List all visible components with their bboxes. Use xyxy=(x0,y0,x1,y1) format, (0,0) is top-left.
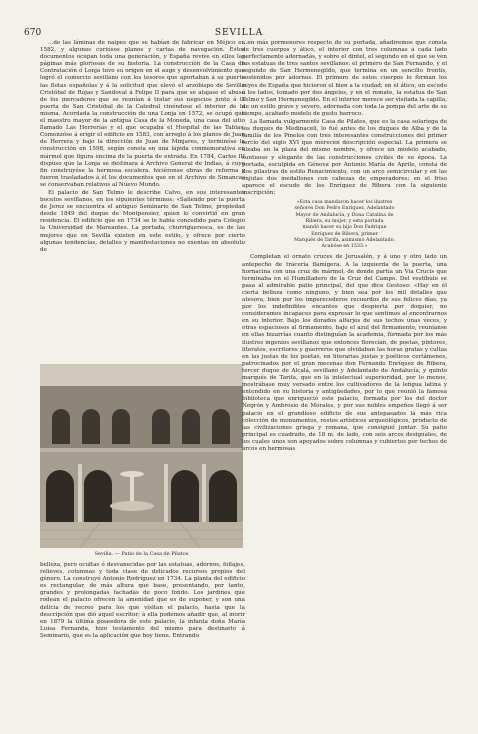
page-header xyxy=(24,28,454,40)
right-paragraph-2: La llamada vulgarmente Casa de Pilatos, que es la casa solariega de los duques de Medinaceli, lo fué antes de los duques de Alba y de la familia de los Pinelos con tres interesantes construcciones del primer tercio del siglo XVI que merecen descripción especial. La primera se alzaba en la plaza del mismo nombre, y ofrece un modelo acabado, suntuoso y elegante de las construcciones civiles de su época. La portada, esculpida en Génova por Antonio María de Aprile, consta de dos pilastras de estilo Renacimiento, con un arco semicircular y en las enjutas dos medallones con cabezas de emperadores; en el friso aparece el escudo de los Enríquez de Ribera con la siguiente inscripción: xyxy=(242,119,447,196)
inscription xyxy=(260,200,429,250)
courtyard-photo xyxy=(40,364,243,548)
right-column xyxy=(242,40,447,454)
right-paragraph-1: ...en más pormenores respecto de su portada, añadiremos que consta de tres cuerpos y ático, el interior con tres columnas á cada lado perfectamente adornadas, y sobre el dintel, el segundo en el que se ven las estatuas de tres santos sevillanos: el primero de San Fernando, y el segundo de San Hermenegildo, que termina en un sencillo frontis, sostenidos por adornos. El primero de estos cuerpos lo forman los reyes de España que hicieron el bien a la ciudad; en el ático, un escudo á los lados, tomado por dos ángeles, y en el remate, la estatua de San Telmo y San Hermenegildo. En el interior merece ser visitada la capilla, de un estilo grave y severo, adornada con toda la pompa del arte de su tiempo, acabado modelo de gusto barroco. xyxy=(242,40,447,117)
left-paragraph-2: El palacio de San Telmo le describe Calvo, en sus interesantes bocetos sevillanos, en los siguientes términos: «Saliendo por la puerta de Jerez se encuentra el antiguo Seminario de San Telmo, propiedad desde 1849 del duque de Montpensier, quien lo convirtió en gran residencia. El edificio que en 1734 se le había concedido para Colegio la Universidad de Mareantes. La portada, churrigueresca, es de las mejores que en Sevilla existen en este estilo, y ofrece por cierto algunas tendencias, detalles y manifestaciones no exentas en absoluto de xyxy=(40,189,245,253)
inscription-line: Acabóse en 1533.» xyxy=(321,244,368,250)
left-paragraph-1: ...de las láminas de naipes que se habían de fabricar en Méjico en 1582, y algunos curiosos planos y cartas de navegación. Estos documentos ocupan toda una generación, y España revive en ellos las páginas más gloriosas de su historia. La construcción de la Casa de Contratación ó Lonja tuvo su origen en el auge y desenvolvimiento que logró el comercio sevillano con los tesoros que aportaban á su puerto las flotas españolas y á la solicitud que elevó el arzobispo de Sevilla Cristóbal de Rojas y Sandoval á Felipe II para que se atajase el abuso de los mercaderes que se reunían á tratar sus negocios junto á la puerta de San Cristóbal de la Catedral cinéndose el interior de la misma. Acordada la construcción de una Lonja en 1572, se ocupó que el maestro mayor de la antigua Casa de la Moneda, una casa del sitio llamado Las Herrerías y el que ocupaba el Hospital de las Tablas. Comenzóse á erigir el edificio en 1583, con arreglo á los planos de Juan de Herrera y bajo la dirección de Juan de Minjares, y terminóse la construcción en 1598, según consta en una lápida conmemorativa en mármol que figura encima de la puerta de entrada. En 1784, Carlos III dispuso que la Lonja se destinara á Archivo General de Indias, á cuyo fin construyóse la hermosa escalera, hiciéronse obras de reforma y fueron trasladados á él los documentos que en el Archivo de Simancas se conservaban relativos al Nuevo Mundo. xyxy=(40,40,245,188)
inscription-line: Marqués de Tarifa, asimismo Adelantado. xyxy=(293,237,396,243)
page-number: 670 xyxy=(24,28,42,38)
running-title: SEVILLA xyxy=(214,28,264,38)
left-column-bottom xyxy=(40,562,245,641)
figure-patio-casa-pilatos xyxy=(40,364,243,560)
inscription-line: mandó hacer su hijo Don Fadrique xyxy=(302,225,387,231)
figure-caption: Sevilla. — Patio de la Casa de Pilatos xyxy=(94,551,189,557)
inscription-line: Enríquez de Ribera, primer xyxy=(311,231,378,237)
inscription-line: Ribera, su mujer, y esta portada xyxy=(305,218,384,224)
right-paragraph-3: Completan el ornato cruces de Jerusalén, y á uno y otro lado un antepecho de tracería flamígera. A la izquierda de la puerta, una hornacina con una cruz de mármol, de donde partía un Via Crucis que terminaba en el Humilladero de la Cruz del Campo. Del vestíbulo se pasa al admirable patio principal, del que dice Gestoso: «Hay en él cierta belleza como ninguno, y bien sea por los mil detalles que atesora, bien por los imperecederos recuerdos de sus felices días, ya por los indefinibles encantos que despierta por doquier, no consideramos incapaces para expresar lo que sentimos al encontrarnos en su interior. Bajo los dorados alfarjes de sus techos unas veces, y otras espaciosos al firmamento, bajo el azul del firmamento, reuníanse en ellas bizarrías cuanto distinguían la academia, formada por los más ilustres ingenios sevillanos que entonces florecían, de poetas, pintores, literatos, escritores y guerreros que olvidaban las horas gratas y cultas en las justas de los poetas, en literarias justas y poéticos certámenes, patrocinados por el gran mecenas don Fernando Enríquez de Ribera, tercer duque de Alcalá, sevillano y Adelantado de Andalucía, y quinto marqués de Tarifa, que en la intelectual superioridad, por lo menos, mostrábase muy versado entre los cultivadores de la lengua latina y entendido en su historia y antigüedades, por lo que reunió la famosa biblioteca que enriqueció este palacio, formada por los del doctor Negrón y Ambrosio de Morales, y por sus nobles empeños llegó á ser palacio en el grandioso edificio de sus antepasados la más rica colección de monumentos, restos artísticos arqueológicos, producto de las civilizaciones griega y romana, que consiguió juntar. Su patio principal es cuadrado, de 18 m. de lado, con seis arcos desiguales, de los cuales unos son apoyados sobre columnas y cubiertos por techos de arcos en hermosas xyxy=(242,254,447,452)
inscription-line: «Esta casa mandaron hacer los ilustres xyxy=(296,200,393,206)
inscription-line: señores Don Pedro Enríquez, Adelantado xyxy=(294,206,395,212)
inscription-line: Mayor de Andalucía, y Dona Catalina de xyxy=(295,212,394,218)
left-paragraph-3: belleza, pero ocultas ó desvanecidas por las estatuas, adornos, follajes, relieves, columnas y toda clase de delicados recursos propios del género. La construyó Antonio Rodríguez en 1734. La planta del edificio es rectangular, de más altura que base, presentando, por tanto, grandes y prolongadas fachadas de poco fondo. Los jardines que rodean el palacio ofrecen la amenidad que es de suponer, y son una delicia de recreo para los que visitan el palacio, hasta que la descripción que dió aquel escritor; á ella podemos añadir que, al morir en 1879 la última poseedora de este palacio, la infanta doña María Luisa Fernanda, hizo testamento del mismo para destinarlo á Seminario, que es la aplicación que hoy tiene. Entrando xyxy=(40,562,245,639)
left-column xyxy=(40,40,245,255)
